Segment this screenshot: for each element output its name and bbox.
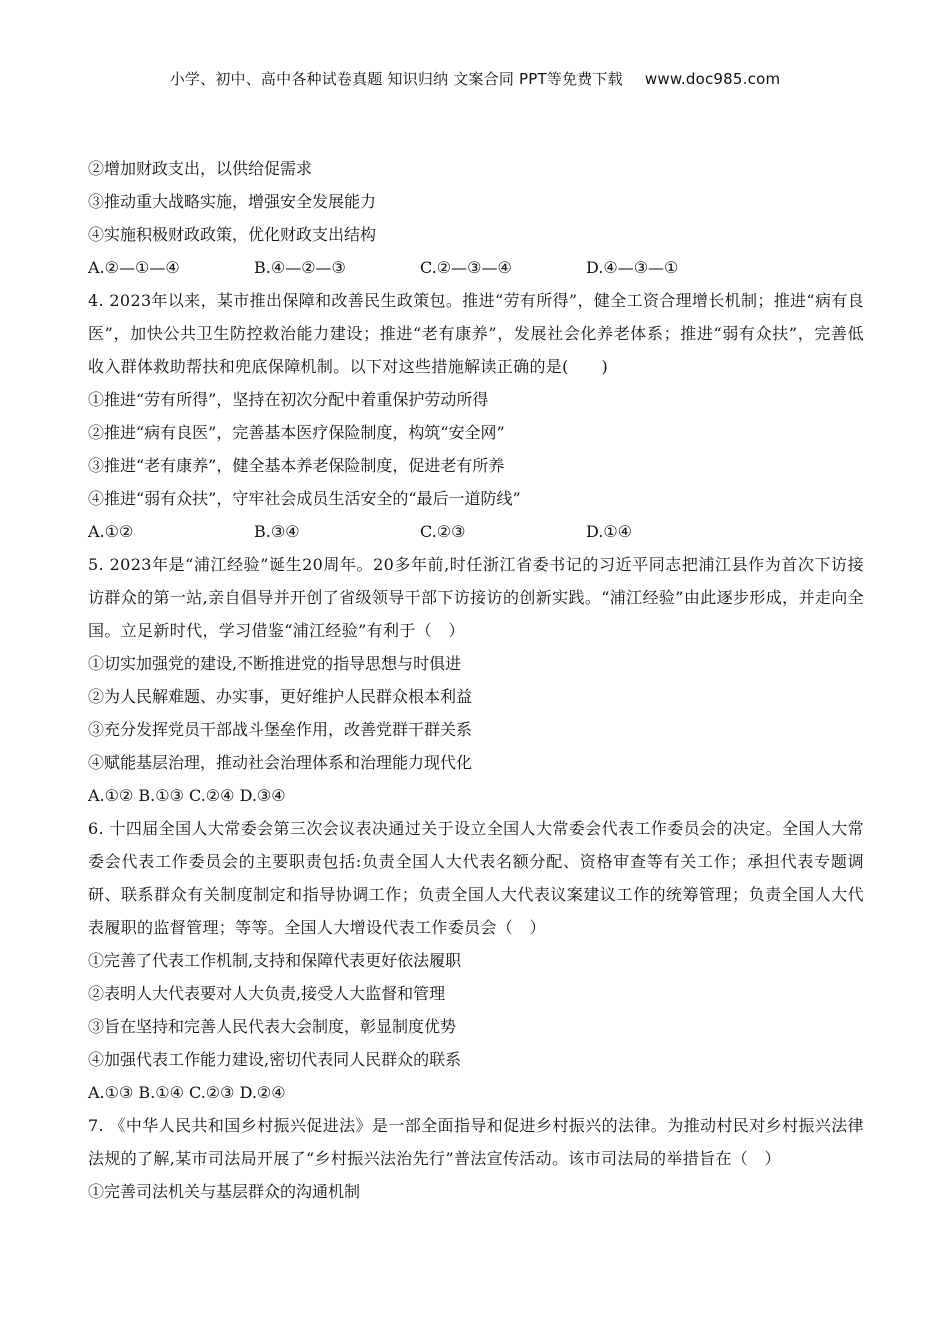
q3-option-d: D.④—③—①	[586, 258, 679, 277]
q3-option-b: B.④—②—③	[254, 258, 346, 277]
q4-item-1: ①推进“劳有所得”，坚持在初次分配中着重保护劳动所得	[88, 390, 489, 409]
q4-item-3: ③推进“老有康养”，健全基本养老保险制度，促进老有所养	[88, 456, 505, 475]
q7-item-1: ①完善司法机关与基层群众的沟通机制	[88, 1182, 361, 1201]
q4-option-d: D.①④	[586, 522, 633, 541]
q7-stem: 7. 《中华人民共和国乡村振兴促进法》是一部全面指导和促进乡村振兴的法律。为推动村民对乡村振兴法律法规的了解,某市司法局开展了“乡村振兴法治先行”普法宣传活动。该市司法局的举措旨在（ ）	[88, 1116, 864, 1168]
question-5	[88, 548, 864, 812]
q4-option-c: C.②③	[420, 522, 466, 541]
q5-stem: 5. 2023年是“浦江经验”诞生20周年。20多年前,时任浙江省委书记的习近平同志把浦江县作为首次下访接访群众的第一站,亲自倡导并开创了省级领导干部下访接访的创新实践。“浦江经验”由此逐步形成，并走向全国。立足新时代，学习借鉴“浦江经验”有利于（ ）	[88, 555, 864, 640]
q6-item-1: ①完善了代表工作机制,支持和保障代表更好依法履职	[88, 951, 462, 970]
q6-stem: 6. 十四届全国人大常委会第三次会议表决通过关于设立全国人大常委会代表工作委员会的决定。全国人大常委会代表工作委员会的主要职责包括:负责全国人大代表名额分配、资格审查等有关工作；承担代表专题调研、联系群众有关制度制定和指导协调工作；负责全国人大代表议案建议工作的统筹管理；负责全国人大代表履职的监督管理；等等。全国人大增设代表工作委员会（ ）	[88, 819, 864, 937]
document-body	[88, 152, 864, 1208]
q3-item-3: ③推动重大战略实施，增强安全发展能力	[88, 192, 377, 211]
question-4	[88, 284, 864, 548]
header-text: 小学、初中、高中各种试卷真题 知识归纳 文案合同 PPT等免费下载	[169, 70, 623, 88]
question-7	[88, 1109, 864, 1208]
q5-item-2: ②为人民解难题、办实事，更好维护人民群众根本利益	[88, 687, 473, 706]
page-header	[0, 68, 950, 89]
q3-options	[88, 251, 864, 284]
q4-item-4: ④推进“弱有众扶”，守牢社会成员生活安全的“最后一道防线”	[88, 489, 521, 508]
q6-options: A.①③ B.①④ C.②③ D.②④	[88, 1083, 286, 1102]
q5-item-1: ①切实加强党的建设,不断推进党的指导思想与时俱进	[88, 654, 462, 673]
q6-item-2: ②表明人大代表要对人大负责,接受人大监督和管理	[88, 984, 446, 1003]
q6-item-4: ④加强代表工作能力建设,密切代表同人民群众的联系	[88, 1050, 462, 1069]
q3-item-2: ②增加财政支出，以供给促需求	[88, 159, 313, 178]
q4-item-2: ②推进“病有良医”，完善基本医疗保险制度，构筑“安全网”	[88, 423, 505, 442]
q4-stem: 4. 2023年以来，某市推出保障和改善民生政策包。推进“劳有所得”，健全工资合理增长机制；推进“病有良医”，加快公共卫生防控救治能力建设；推进“老有康养”，发展社会化养老体系；推进“弱有众扶”，完善低收入群体救助帮扶和兜底保障机制。以下对这些措施解读正确的是( )	[88, 291, 864, 376]
q6-item-3: ③旨在坚持和完善人民代表大会制度，彰显制度优势	[88, 1017, 457, 1036]
q4-options	[88, 515, 864, 548]
question-3-tail	[88, 152, 864, 284]
q5-item-3: ③充分发挥党员干部战斗堡垒作用，改善党群干群关系	[88, 720, 473, 739]
q3-option-c: C.②—③—④	[420, 258, 512, 277]
q3-item-4: ④实施积极财政政策，优化财政支出结构	[88, 225, 377, 244]
q5-options: A.①② B.①③ C.②④ D.③④	[88, 786, 286, 805]
q4-option-b: B.③④	[254, 522, 300, 541]
q5-item-4: ④赋能基层治理，推动社会治理体系和治理能力现代化	[88, 753, 473, 772]
q4-option-a: A.①②	[88, 522, 134, 541]
header-url: www.doc985.com	[644, 70, 781, 88]
q3-option-a: A.②—①—④	[88, 258, 180, 277]
question-6	[88, 812, 864, 1109]
